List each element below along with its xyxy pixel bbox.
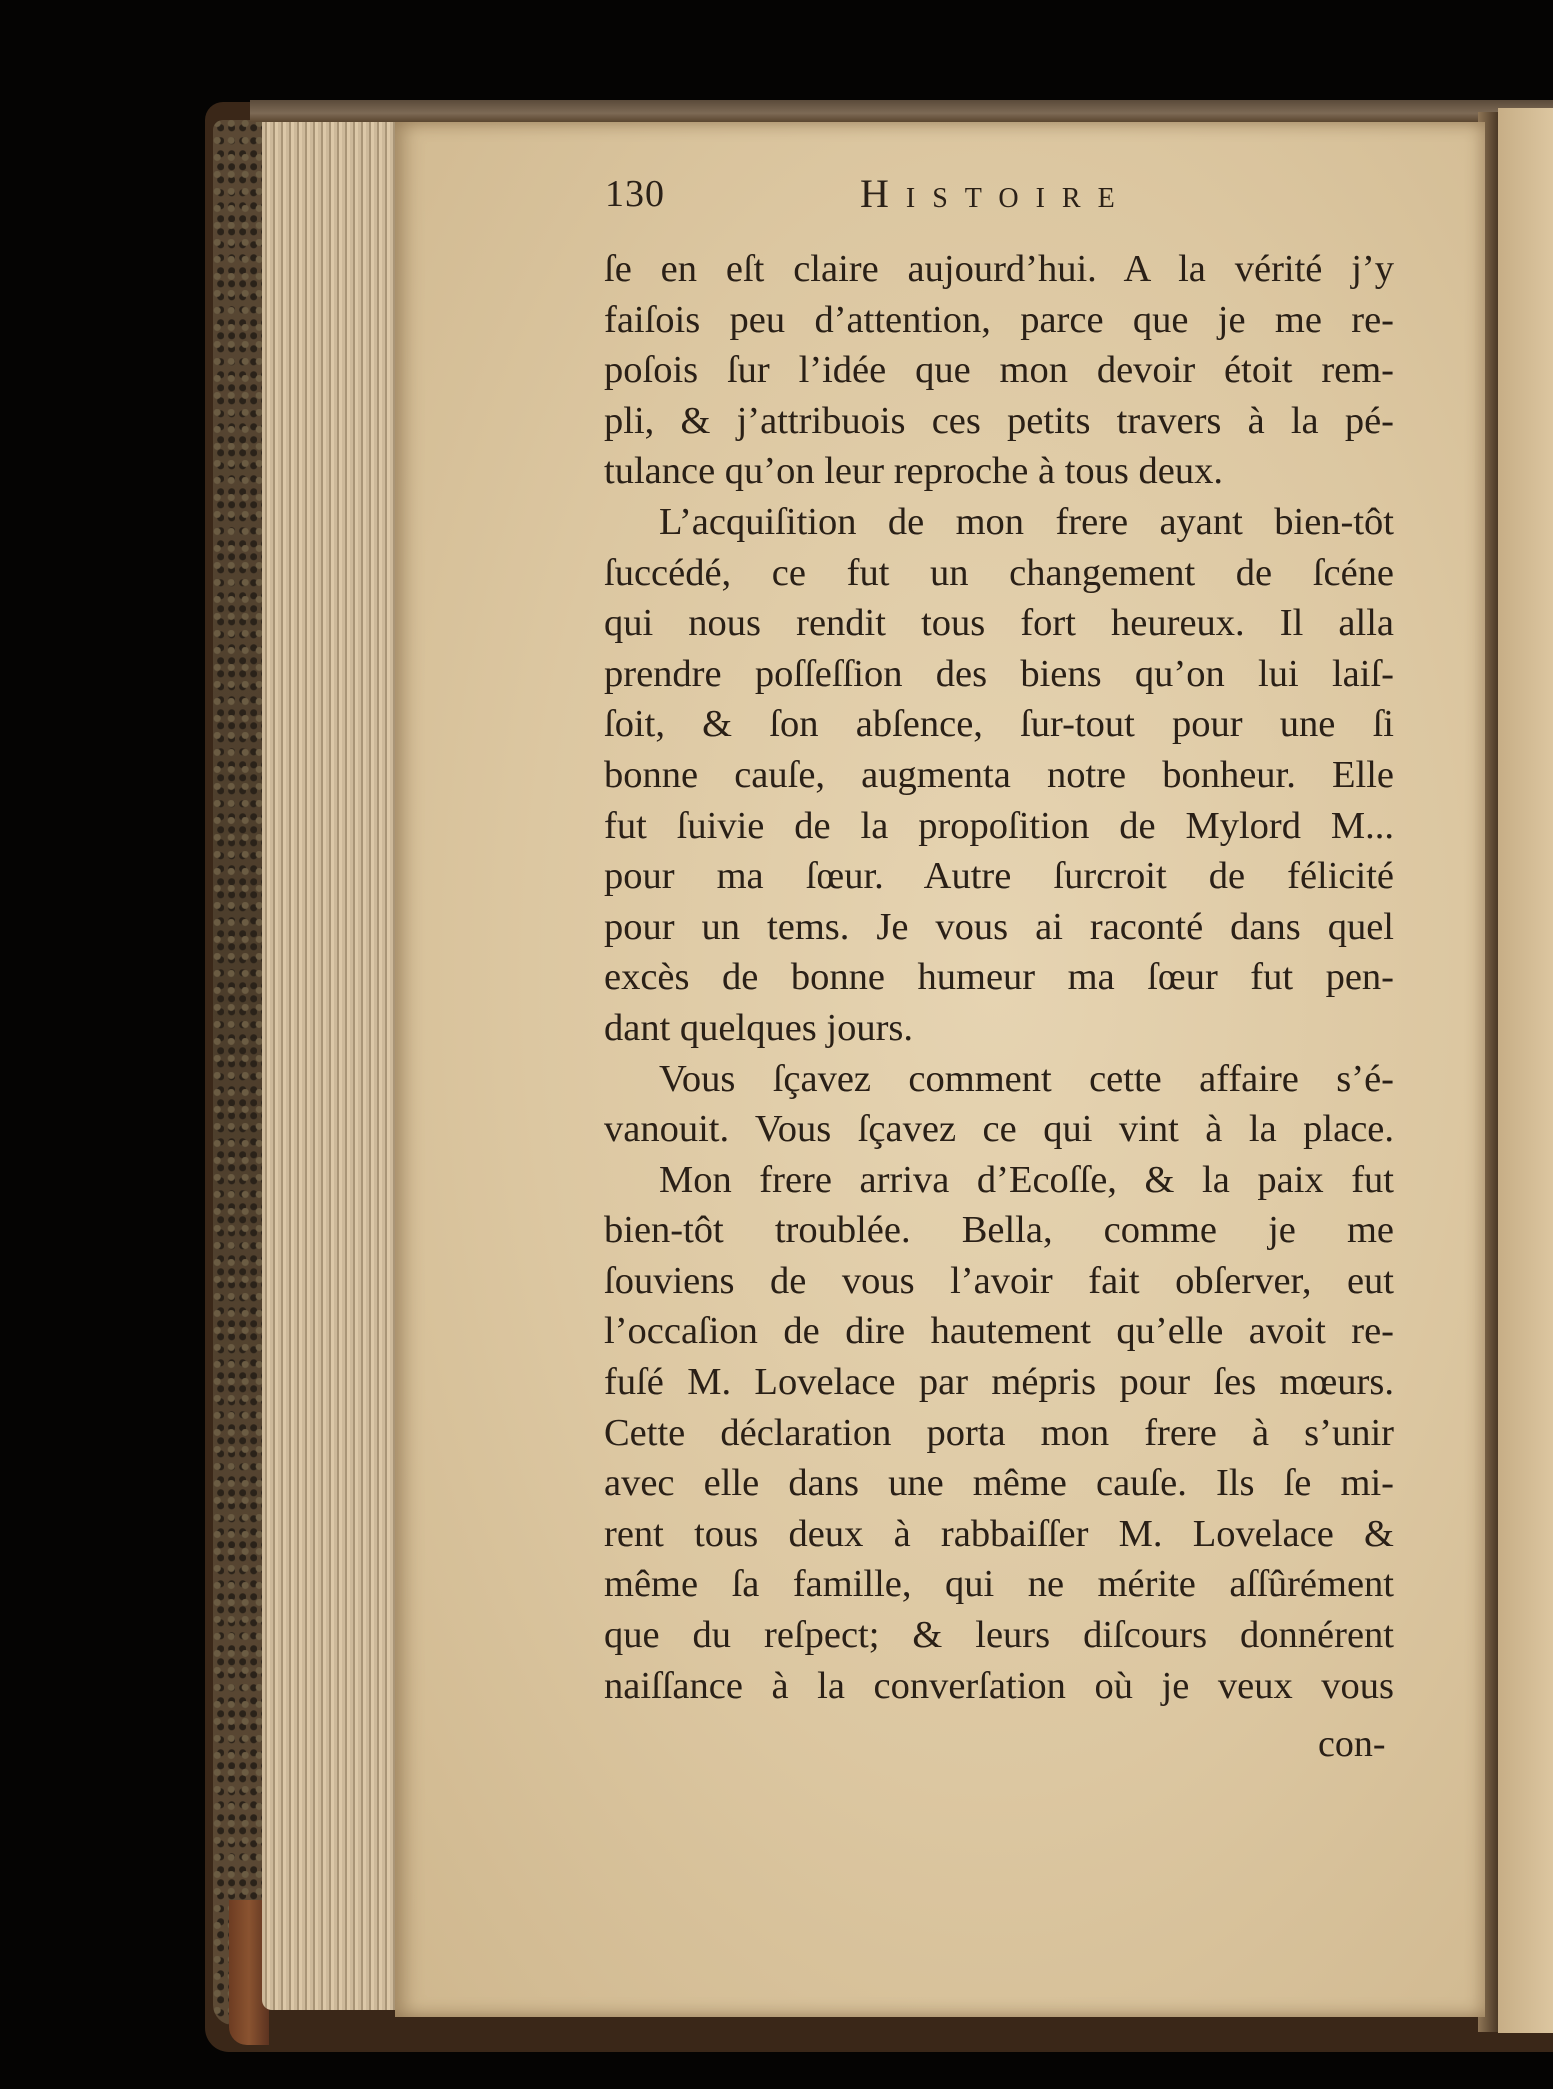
marbled-cover-board bbox=[213, 120, 265, 2025]
text-line: ſoit, & ſon abſence, ſur-tout pour une ſi bbox=[604, 703, 1394, 746]
text-line: qui nous rendit tous fort heureux. Il alla bbox=[604, 602, 1394, 645]
text-line: L’acquiſition de mon frere ayant bien-tôt bbox=[659, 500, 1394, 543]
text-line: Vous ſçavez comment cette affaire s’é- bbox=[659, 1057, 1394, 1100]
text-line: pli, & j’attribuois ces petits travers à la pé- bbox=[604, 399, 1394, 442]
page-number: 130 bbox=[605, 173, 665, 215]
text-line: Mon frere arriva d’Ecoſſe, & la paix fut bbox=[659, 1158, 1394, 1201]
running-title: Histoire bbox=[860, 171, 1132, 216]
text-line: poſois ſur l’idée que mon devoir étoit rem- bbox=[604, 349, 1394, 392]
text-line: dant quelques jours. bbox=[604, 1006, 914, 1049]
text-line: fut ſuivie de la propoſition de Mylord M... bbox=[604, 804, 1394, 847]
text-line: Cette déclaration porta mon frere à s’unir bbox=[604, 1411, 1394, 1454]
text-line: bien-tôt troublée. Bella, comme je me bbox=[604, 1209, 1394, 1252]
catchword: con- bbox=[1318, 1723, 1386, 1765]
text-line: rent tous deux à rabbaiſſer M. Lovelace & bbox=[604, 1512, 1394, 1555]
text-line: ſuccédé, ce fut un changement de ſcéne bbox=[604, 551, 1394, 594]
facing-page-edge bbox=[1498, 108, 1553, 2033]
running-head bbox=[605, 172, 1205, 222]
text-line: même ſa famille, qui ne mérite aſſûrément bbox=[604, 1563, 1394, 1606]
text-line: vanouit. Vous ſçavez ce qui vint à la place. bbox=[604, 1108, 1394, 1151]
text-line: ſouviens de vous l’avoir fait obſerver, eut bbox=[604, 1259, 1394, 1302]
text-line: pour ma ſœur. Autre ſurcroit de félicité bbox=[604, 855, 1394, 898]
text-line: l’occaſion de dire hautement qu’elle avoit re- bbox=[604, 1310, 1394, 1353]
text-line: pour un tems. Je vous ai raconté dans quel bbox=[604, 905, 1394, 948]
text-line: excès de bonne humeur ma ſœur fut pen- bbox=[604, 956, 1394, 999]
text-line: bonne cauſe, augmenta notre bonheur. Elle bbox=[604, 753, 1394, 796]
binding-top-edge bbox=[250, 100, 1553, 122]
text-line: ſe en eſt claire aujourd’hui. A la vérité j’y bbox=[604, 248, 1394, 290]
text-line: fuſé M. Lovelace par mépris pour ſes mœurs. bbox=[604, 1361, 1394, 1404]
text-line: que du reſpect; & leurs diſcours donnérent bbox=[604, 1614, 1394, 1657]
text-line: tulance qu’on leur reproche à tous deux. bbox=[604, 450, 1223, 493]
page-edges bbox=[262, 115, 412, 2010]
text-line: prendre poſſeſſion des biens qu’on lui laiſ- bbox=[604, 652, 1394, 695]
text-line: naiſſance à la converſation où je veux vous bbox=[604, 1664, 1394, 1707]
text-line: avec elle dans une même cauſe. Ils ſe mi- bbox=[604, 1462, 1394, 1505]
text-line: faiſois peu d’attention, parce que je me re- bbox=[604, 298, 1394, 341]
body-text bbox=[604, 244, 1394, 1711]
